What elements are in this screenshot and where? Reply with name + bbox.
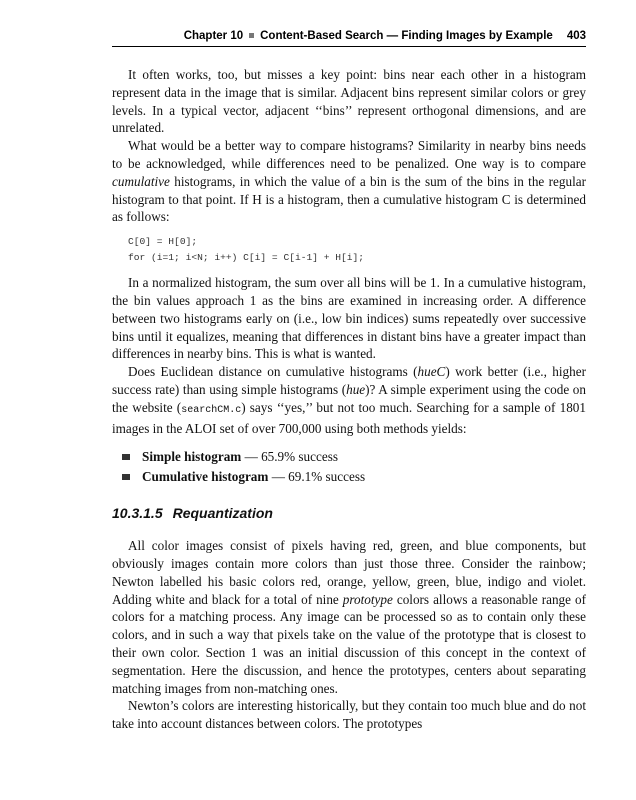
body-text xyxy=(112,66,586,733)
paragraph-4-text-d: ) says ‘‘yes,’’ but not too much. Searching for a sample of 1801 images in the ALOI set of over 700,000 using both methods yields: xyxy=(112,399,586,436)
bullet-value-simple: — 65.9% success xyxy=(241,449,338,465)
code-block xyxy=(128,234,586,266)
paragraph-2-text-a: What would be a better way to compare histograms? Similarity in nearby bins needs to be acknowledged, while differences need to be penalized. One way is to compare xyxy=(112,138,586,171)
emphasis-cumulative: cumulative xyxy=(112,173,170,189)
running-header xyxy=(112,30,586,47)
paragraph-4-text-c: )? A simple experiment using the code on the website ( xyxy=(112,381,586,415)
paragraph-4 xyxy=(112,363,586,437)
results-list xyxy=(112,447,586,487)
bullet-label-simple: Simple histogram xyxy=(142,449,242,465)
section-number: 10.3.1.5 xyxy=(112,505,163,522)
paragraph-1: It often works, too, but misses a key point: bins near each other in a histogram represent data in the image that is similar. Adjacent bins represent similar colors or grey levels. In a typical vector, adjacent ‘‘bins’’ represent orthogonal dimensions, and are unrelated. xyxy=(112,67,586,136)
paragraph-6: Newton’s colors are interesting historically, but they contain too much blue and do not take into account distances between colors. The prototypes xyxy=(112,698,586,732)
emphasis-huec: hueC xyxy=(417,364,446,380)
header-chapter: Chapter 10 xyxy=(183,30,244,42)
paragraph-5-text-b: colors allows a reasonable range of colors for a matching process. Any image can be processed so as to contain only these colors, and in such a way that pixels take on the value of the prototype that is closest to their own color. Section 1 was an initial discussion of this concept in the context of segmentation. Here the discussion, and hence the prototypes, centers about separating matching images from non-matching ones. xyxy=(112,591,586,696)
paragraph-4-text-b: ) work better (i.e., higher success rate) than using simple histograms ( xyxy=(112,364,586,397)
bullet-value-cumulative: — 69.1% success xyxy=(268,469,366,485)
inline-code-filename: searchCM.c xyxy=(181,404,242,416)
header-separator-icon xyxy=(249,33,254,38)
page-number: 403 xyxy=(566,30,586,42)
emphasis-prototype: prototype xyxy=(342,591,393,607)
section-title: Requantization xyxy=(172,505,273,522)
paragraph-2-text-b: histograms, in which the value of a bin is the sum of the bins in the regular histogram to that point. If H is a histogram, then a cumulative histogram C is determined as follows: xyxy=(112,173,586,225)
bullet-label-cumulative: Cumulative histogram xyxy=(142,469,269,485)
paragraph-3: In a normalized histogram, the sum over all bins will be 1. In a cumulative histogram, the bin values approach 1 as the bins are examined in increasing order. A difference between two histograms early on (i.e., low bin indices) sums repeatedly over successive bins until it equalizes, meaning that differences in distant bins have a greater impact than differences in nearby bins. This is what is wanted. xyxy=(112,275,586,362)
section-heading xyxy=(112,505,586,523)
paragraph-5 xyxy=(112,537,586,697)
list-item xyxy=(112,467,586,487)
header-title: Content-Based Search — Finding Images by Example xyxy=(260,30,553,42)
code-line-1: C[0] = H[0]; xyxy=(128,236,198,248)
paragraph-5-text-a: All color images consist of pixels having red, green, and blue components, but obviously images contain more colors than just those three. Consider the rainbow; Newton labelled his basic colors red, orange, yellow, green, blue, indigo and violet. Adding white and black for a total of nine xyxy=(112,538,586,607)
paragraph-2 xyxy=(112,137,586,226)
bullet-square-icon xyxy=(122,454,130,460)
list-item xyxy=(112,447,586,467)
paragraph-4-text-a: Does Euclidean distance on cumulative histograms ( xyxy=(128,364,418,380)
header-right xyxy=(184,30,586,42)
code-line-2: for (i=1; i<N; i++) C[i] = C[i-1] + H[i]; xyxy=(128,252,365,264)
bullet-square-icon xyxy=(122,474,130,480)
emphasis-hue: hue xyxy=(346,381,366,397)
